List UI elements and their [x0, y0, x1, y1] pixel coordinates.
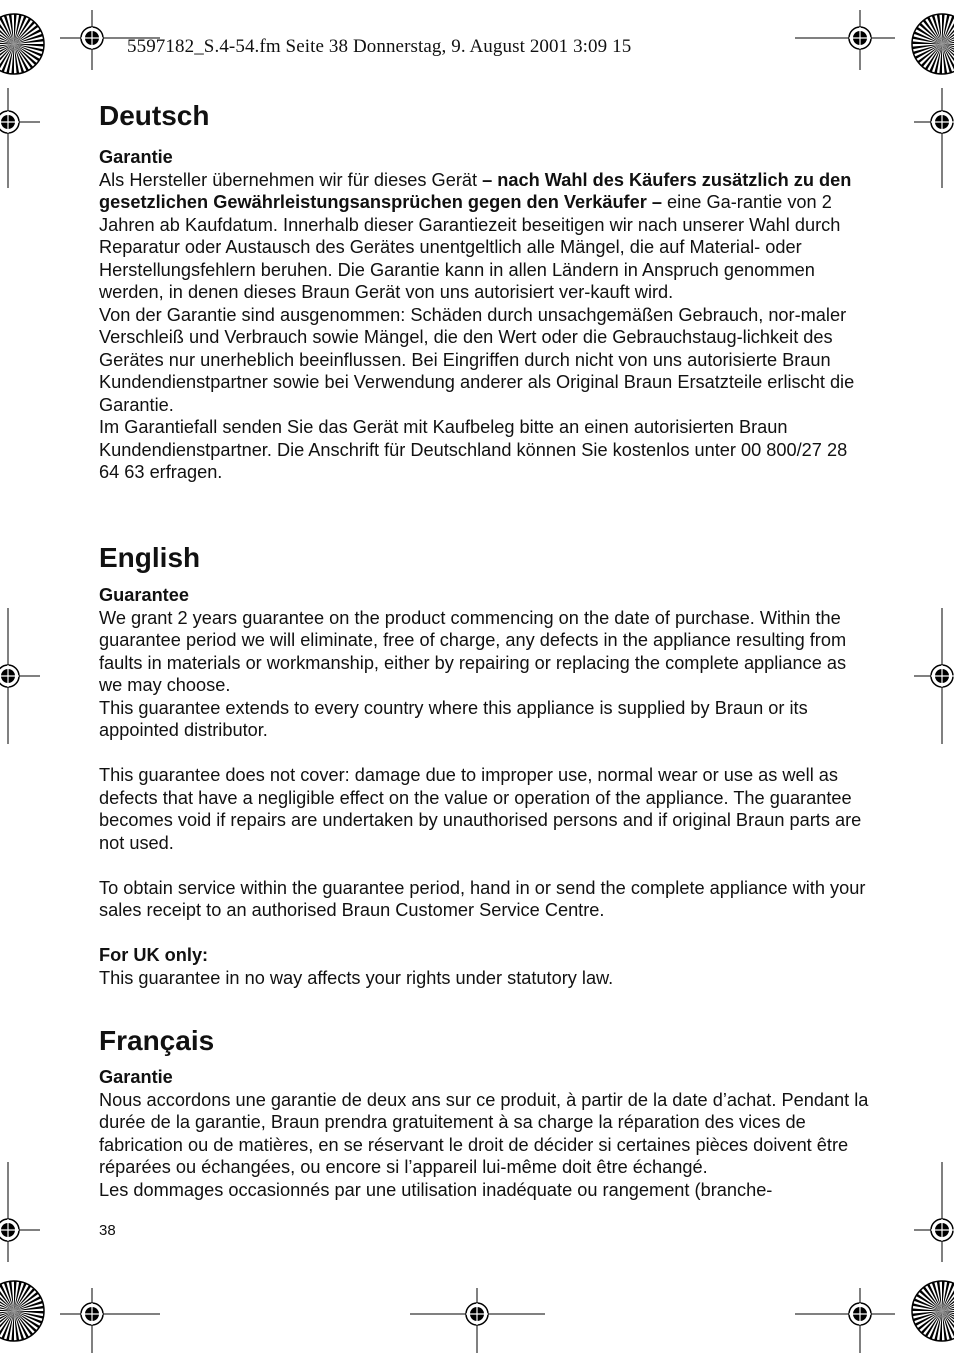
paragraph-text: Als Hersteller übernehmen wir für dieses Gerät: [99, 169, 483, 190]
registration-mark-icon: [60, 10, 160, 70]
registration-mark-icon: [795, 10, 895, 70]
paragraph: This guarantee does not cover: damage due to improper use, normal wear or use as well as defects that have a negligible effect on the value or operation of the appliance. The guarantee becomes void if repairs are undertaken by unauthorised persons and if original Braun parts are not used.: [99, 765, 862, 853]
registration-mark-icon: [914, 88, 954, 188]
subheading-uk-only: For UK only:: [99, 945, 209, 965]
paragraph: Les dommages occasionnés par une utilisation inadéquate ou rangement (branche-: [99, 1179, 773, 1200]
subheading-guarantee: Guarantee: [99, 585, 189, 605]
registration-mark-icon: [0, 608, 40, 744]
paragraph: We grant 2 years guarantee on the product commencing on the date of purchase. Within the guarantee period we will eliminate, free of charge, any defects in the appliance resulting from faults in materials or workmanship, either by repairing or replacing the complete appliance as we may choose.: [99, 607, 847, 695]
registration-mark-icon: [0, 88, 40, 188]
paragraph: This guarantee in no way affects your rights under statutory law.: [99, 967, 614, 988]
paragraph: [99, 169, 869, 304]
section-heading-english: English: [99, 542, 201, 573]
section-heading-francais: Français: [99, 1025, 215, 1056]
paragraph: To obtain service within the guarantee period, hand in or send the complete appliance with your sales receipt to an authorised Braun Customer Service Centre.: [99, 877, 866, 920]
starburst-icon: [904, 1275, 954, 1353]
registration-mark-icon: [410, 1288, 545, 1353]
paragraph: Nous accordons une garantie de deux ans sur ce produit, à partir de la date d’achat. Pendant la durée de la garantie, Braun prendra gratuitement à sa charge la réparation des vices de fabrication ou de matières, en se réservant le droit de décider si certaines pièces doivent être réparées ou échangées, ou encore si l’appareil lui-même doit être échangé.: [99, 1089, 869, 1177]
registration-mark-icon: [914, 1162, 954, 1262]
paragraph: This guarantee extends to every country where this appliance is supplied by Braun or its appointed distributor.: [99, 697, 808, 740]
registration-mark-icon: [0, 1162, 40, 1262]
section-heading-deutsch: Deutsch: [99, 100, 210, 131]
subheading-garantie: Garantie: [99, 147, 173, 167]
starburst-icon: [0, 0, 50, 78]
paragraph: Im Garantiefall senden Sie das Gerät mit Kaufbeleg bitte an einen autorisierten Braun Kundendienstpartner. Die Anschrift für Deutschland können Sie kostenlos unter 00 800/27 28 64 63 erfragen.: [99, 417, 848, 482]
section-english: [99, 584, 869, 989]
registration-mark-icon: [914, 608, 954, 744]
section-francais: [99, 1066, 869, 1201]
paragraph: Von der Garantie sind ausgenommen: Schäden durch unsachgemäßen Gebrauch, nor-maler Verschleiß und Verbrauch sowie Mängel, die den Wert oder die Gebrauchstaug-lichkeit des Gerätes nur unerheblich beeinflussen. Bei Eingriffen durch nicht von uns autorisierte Braun Kundendienstpartner sowie bei Verwendung anderer als Original Braun Ersatzteile erlischt die Garantie.: [99, 304, 855, 415]
print-file-header: 5597182_S.4-54.fm Seite 38 Donnerstag, 9. August 2001 3:09 15: [127, 36, 632, 57]
page-number: 38: [99, 1222, 116, 1239]
registration-mark-icon: [795, 1288, 895, 1353]
subheading-garantie-fr: Garantie: [99, 1067, 173, 1087]
registration-mark-icon: [60, 1288, 160, 1353]
paragraph-bold-text: – nach Wahl des Käufers zusätzlich zu den gesetzlichen Gewährleistungsansprüchen gegen den Verkäufer –: [99, 169, 852, 212]
starburst-icon: [0, 1275, 50, 1353]
starburst-icon: [904, 0, 954, 78]
section-deutsch: [99, 146, 869, 484]
paragraph-text: eine Ga-rantie von 2 Jahren ab Kaufdatum. Innerhalb dieser Garantiezeit beseitigen wir nach unserer Wahl durch Reparatur oder Austausch des Gerätes unentgeltlich alle Mängel, die auf Material- oder Herstellungsfehlern beruhen. Die Garantie kann in allen Ländern in Anspruch genommen werden, in denen dieses Braun Gerät von uns autorisiert ver-kauft wird.: [99, 192, 841, 302]
